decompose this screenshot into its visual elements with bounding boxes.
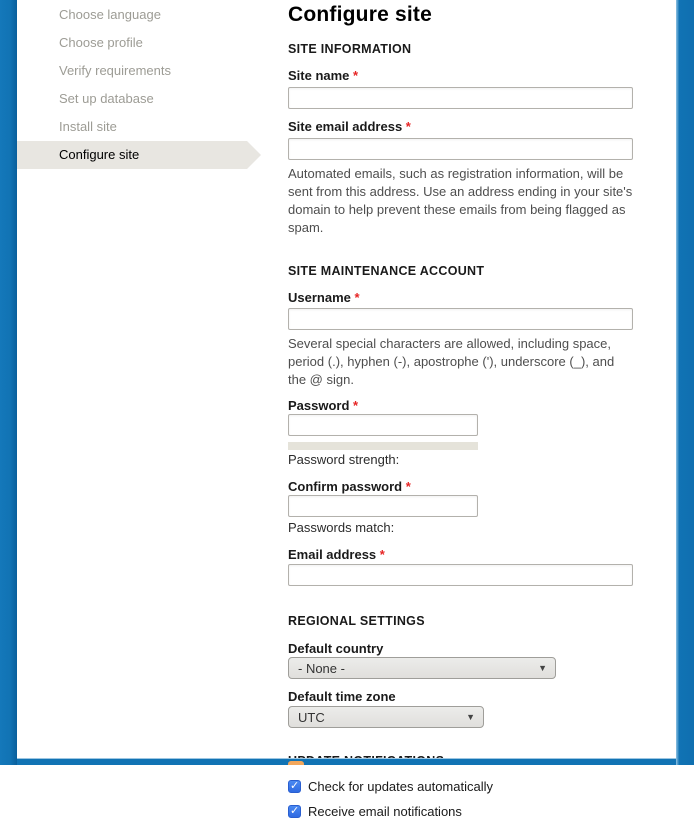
step-choose-profile: Choose profile xyxy=(59,35,143,50)
username-label: Username * xyxy=(288,290,360,305)
configure-site-form xyxy=(288,0,633,818)
password-input[interactable] xyxy=(288,414,478,436)
default-country-selected-value: - None - xyxy=(298,660,345,676)
receive-email-row xyxy=(288,805,633,818)
passwords-match-label: Passwords match: xyxy=(288,520,395,535)
required-marker: * xyxy=(353,68,359,83)
section-regional-settings xyxy=(288,614,633,728)
chevron-down-icon: ▼ xyxy=(466,712,475,722)
step-install-site: Install site xyxy=(59,119,117,134)
check-updates-row xyxy=(288,780,633,793)
site-name-label: Site name * xyxy=(288,68,359,83)
chevron-down-icon: ▼ xyxy=(538,663,547,673)
site-email-help-text: Automated emails, such as registration information, will be sent from this address. Use an address ending in your site's domain to help prevent these emails from being flagged as spam. xyxy=(288,166,633,235)
maintenance-account-heading: SITE MAINTENANCE ACCOUNT xyxy=(288,264,485,278)
username-input[interactable] xyxy=(288,308,633,330)
confirm-password-label: Confirm password * xyxy=(288,479,411,494)
site-information-heading: SITE INFORMATION xyxy=(288,42,412,56)
email-address-label: Email address * xyxy=(288,547,385,562)
password-strength-label: Password strength: xyxy=(288,452,400,467)
installer-steps-sidebar xyxy=(17,1,247,169)
email-address-input[interactable] xyxy=(288,564,633,586)
regional-settings-heading: REGIONAL SETTINGS xyxy=(288,614,425,628)
step-set-up-database: Set up database xyxy=(59,91,154,106)
site-email-label: Site email address * xyxy=(288,119,411,134)
step-verify-requirements: Verify requirements xyxy=(59,63,171,78)
site-name-input[interactable] xyxy=(288,87,633,109)
username-help-text: Several special characters are allowed, including space, period (.), hyphen (-), apostrophe ('), underscore (_), and the @ sign. xyxy=(288,336,615,387)
receive-email-checkbox[interactable] xyxy=(288,805,301,818)
default-timezone-select[interactable] xyxy=(288,706,484,728)
confirm-password-input[interactable] xyxy=(288,495,478,517)
step-choose-language: Choose language xyxy=(59,7,161,22)
section-site-maintenance-account xyxy=(288,264,633,586)
default-country-select[interactable] xyxy=(288,657,556,679)
required-marker: * xyxy=(379,547,385,562)
receive-email-label: Receive email notifications xyxy=(308,804,462,819)
check-updates-label: Check for updates automatically xyxy=(308,779,493,794)
installer-steps-list xyxy=(17,1,247,169)
partially-visible-next-element xyxy=(288,761,304,765)
section-site-information xyxy=(288,42,633,237)
required-marker: * xyxy=(405,119,411,134)
required-marker: * xyxy=(405,479,411,494)
site-email-input[interactable] xyxy=(288,138,633,160)
required-marker: * xyxy=(353,398,359,413)
password-label: Password * xyxy=(288,398,359,413)
step-configure-site: Configure site xyxy=(17,141,247,169)
required-marker: * xyxy=(354,290,360,305)
check-updates-checkbox[interactable] xyxy=(288,780,301,793)
left-accent-bar xyxy=(0,0,17,765)
bottom-accent-bar xyxy=(0,758,694,765)
default-timezone-label: Default time zone xyxy=(288,689,396,704)
right-accent-bar xyxy=(676,0,694,765)
default-timezone-selected-value: UTC xyxy=(298,709,325,725)
password-strength-meter xyxy=(288,442,478,450)
default-country-label: Default country xyxy=(288,641,384,656)
page-title: Configure site xyxy=(288,3,432,26)
